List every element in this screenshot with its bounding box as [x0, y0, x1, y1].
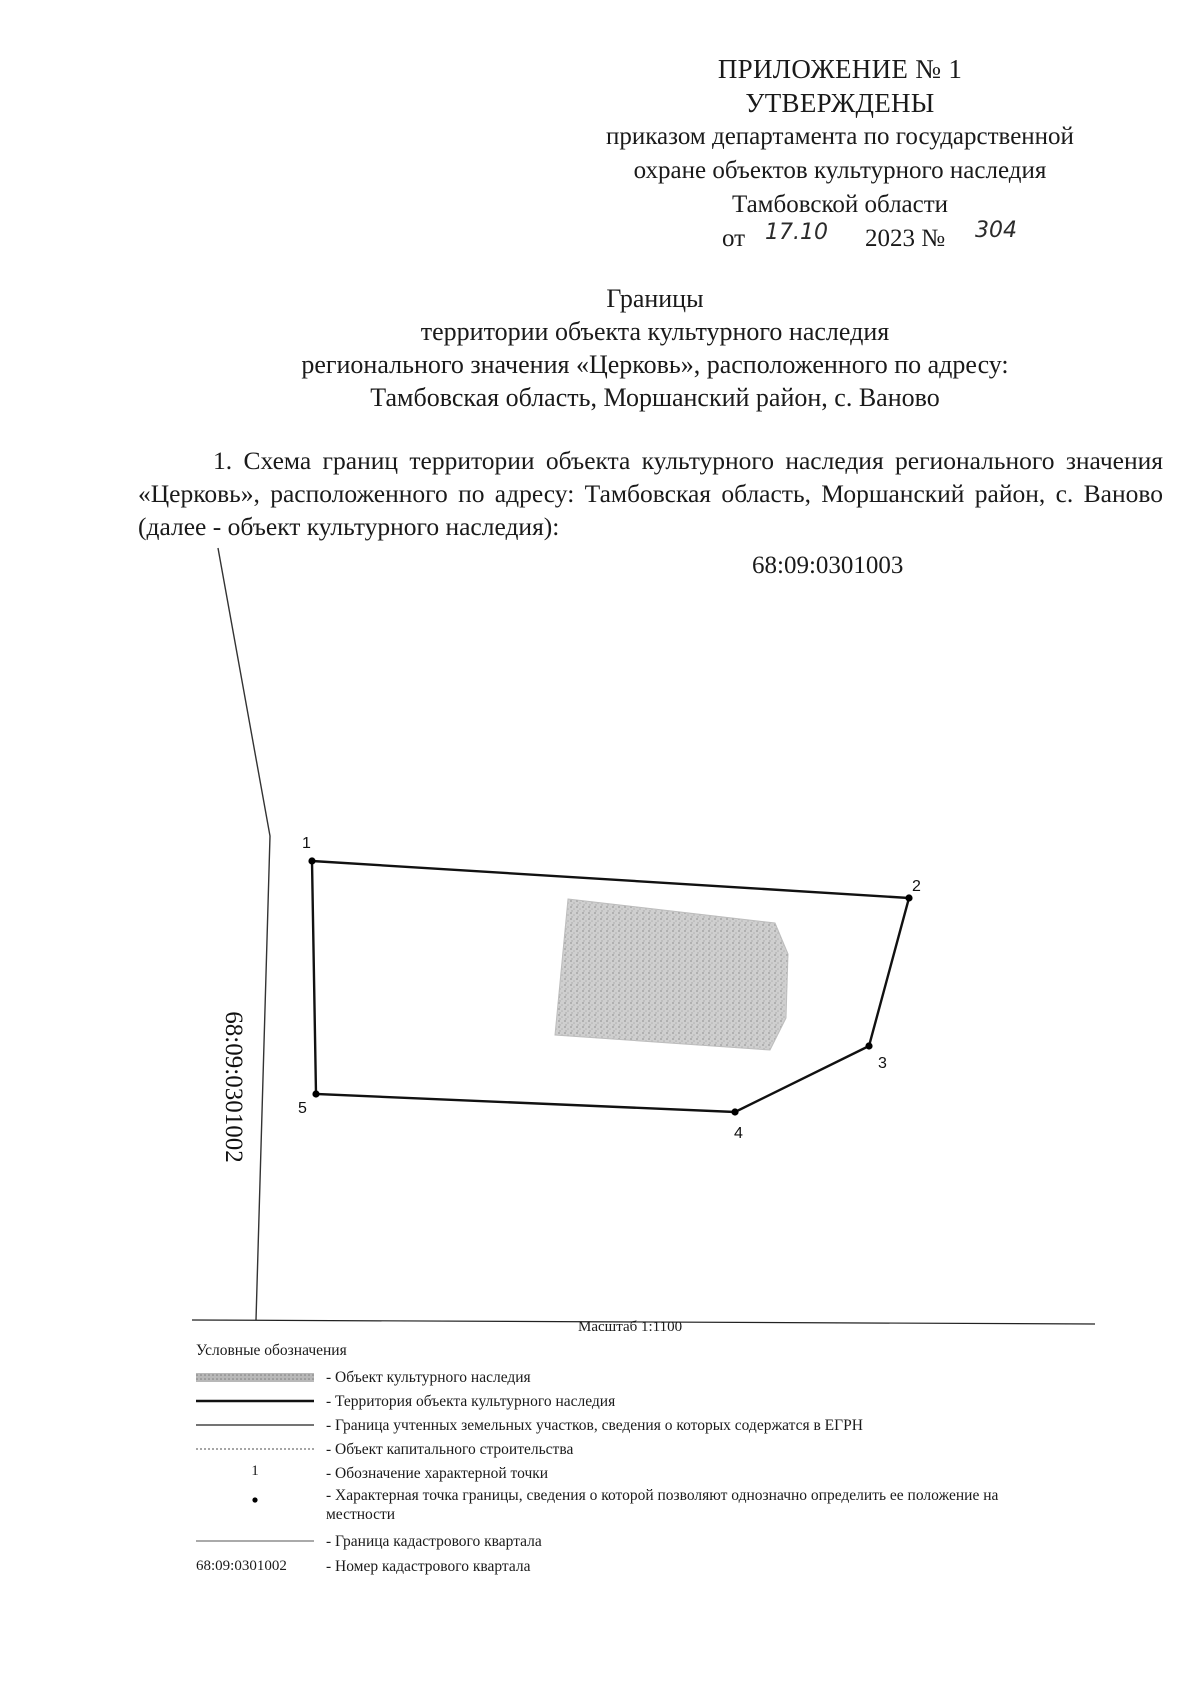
title-line-4: Тамбовская область, Моршанский район, с. Ваново [370, 383, 940, 412]
legend-symbol-heritage-object [196, 1366, 314, 1388]
point-label-4: 4 [734, 1125, 743, 1142]
boundary-point-5 [312, 1090, 319, 1097]
legend-symbol-territory-line [196, 1390, 314, 1412]
cadastral-quarter-boundary [218, 548, 270, 1320]
title-line-1: Границы [606, 284, 704, 313]
legend-item [0, 1438, 1000, 1460]
scheme-description-text: 1. Схема границ территории объекта культурного наследия регионального значения «Церковь», расположенного по адресу: Тамбовская область, Моршанский район, с. Ваново (далее - объект культурного наследия): [138, 446, 1163, 541]
cultural-heritage-object [555, 899, 788, 1050]
order-line-1: приказом департамента по государственной [606, 123, 1074, 150]
date-prefix: от [722, 225, 746, 252]
legend-text: - Объект капитального строительства [326, 1441, 574, 1458]
boundary-point-3 [865, 1042, 872, 1049]
point-label-5: 5 [298, 1100, 307, 1117]
boundary-point-1 [308, 857, 315, 864]
legend-item [0, 1530, 1000, 1552]
legend-symbol-point-number: 1 [251, 1463, 259, 1479]
title-line-3: регионального значения «Церковь», расположенного по адресу: [301, 350, 1009, 379]
boundary-point-2 [905, 894, 912, 901]
legend-symbol-point-dot [196, 1486, 314, 1508]
legend-item [0, 1414, 1000, 1436]
handwritten-date: 17.10 [765, 220, 828, 245]
legend-item [0, 1555, 1000, 1577]
title-line-2: территории объекта культурного наследия [420, 317, 890, 346]
point-label-3: 3 [878, 1055, 887, 1072]
point-label-1: 1 [302, 835, 311, 852]
legend-symbol-quarter-number: 68:09:0301002 [196, 1558, 287, 1574]
point-label-2: 2 [912, 878, 921, 895]
legend-item [0, 1462, 1000, 1484]
appendix-number: ПРИЛОЖЕНИЕ № 1 [717, 54, 963, 84]
cadastral-quarter-left: 68:09:0301002 [220, 1011, 247, 1163]
legend-text: - Объект культурного наследия [326, 1369, 531, 1386]
legend-symbol-parcel-line [196, 1414, 314, 1436]
handwritten-number: 304 [975, 218, 1017, 243]
legend-item [0, 1486, 1000, 1530]
legend-symbol-quarter-boundary [196, 1530, 314, 1552]
legend-text: - Характерная точка границы, сведения о которой позволяют однозначно определить ее положение на местности [326, 1487, 999, 1523]
scale-label: Масштаб 1:1100 [578, 1319, 683, 1335]
legend-heading: Условные обозначения [196, 1342, 347, 1359]
boundary-point-4 [731, 1108, 738, 1115]
legend-text: - Граница кадастрового квартала [326, 1533, 542, 1550]
order-line-2: охране объектов культурного наследия [633, 157, 1047, 184]
cadastral-quarter-top: 68:09:0301003 [752, 552, 904, 579]
year-and-number-label: 2023 № [865, 225, 946, 252]
legend-text: - Территория объекта культурного наследия [326, 1393, 616, 1410]
legend-text: - Номер кадастрового квартала [326, 1558, 531, 1575]
legend-item [0, 1366, 1000, 1388]
order-line-3: Тамбовской области [731, 191, 949, 218]
approved-label: УТВЕРЖДЕНЫ [745, 88, 935, 118]
legend-text: - Обозначение характерной точки [326, 1465, 549, 1482]
legend-symbol-capital-construction [196, 1438, 314, 1460]
legend-text: - Граница учтенных земельных участков, сведения о которых содержатся в ЕГРН [326, 1417, 863, 1434]
legend-item [0, 1390, 1000, 1412]
